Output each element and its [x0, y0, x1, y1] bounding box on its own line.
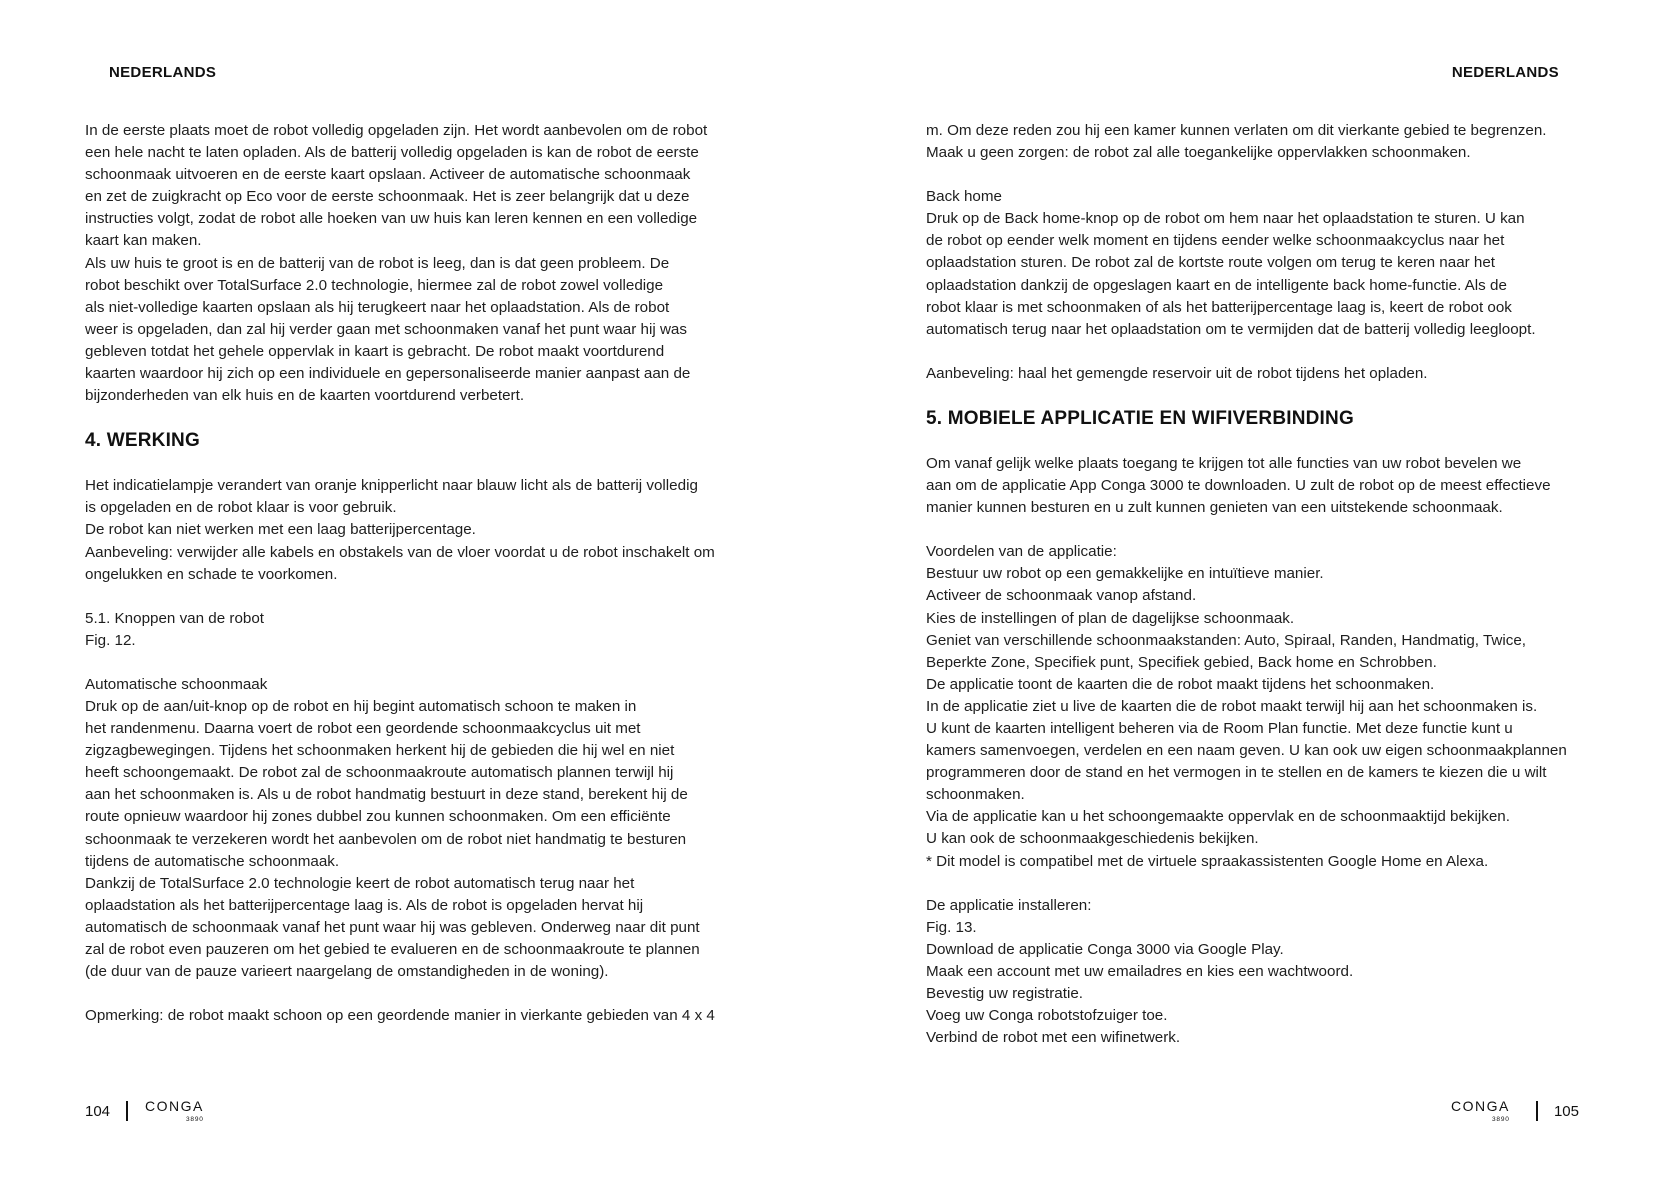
text-line: schoonmaak te verzekeren wordt het aanbevolen om de robot niet handmatig te besturen	[85, 830, 687, 848]
language-label: NEDERLANDS	[1451, 64, 1559, 81]
text-line: Maak u geen zorgen: de robot zal alle toegankelijke oppervlakken schoonmaken.	[926, 144, 1471, 162]
left-footer	[85, 1096, 214, 1126]
right-footer	[1450, 1096, 1579, 1126]
text-line: U kunt de kaarten intelligent beheren via de Room Plan functie. Met deze functie kunt u	[926, 719, 1513, 737]
text-line: In de applicatie ziet u live de kaarten die de robot maakt terwijl hij aan het schoonmaken is.	[926, 697, 1538, 715]
text-line: Aanbeveling: haal het gemengde reservoir uit de robot tijdens het opladen.	[926, 364, 1428, 382]
text-line: kaarten waardoor hij zich op een individuele en gepersonaliseerde manier aanpast aan de	[85, 365, 691, 383]
text-line: Back home	[926, 188, 1002, 206]
text-line: * Dit model is compatibel met de virtuele spraakassistenten Google Home en Alexa.	[926, 852, 1489, 870]
text-line: robot klaar is met schoonmaken of als het batterijpercentage laag is, keert de robot ook	[926, 298, 1512, 316]
text-line: bijzonderheden van elk huis en de kaarten voortdurend verbetert.	[85, 387, 525, 405]
text-line: zigzagbewegingen. Tijdens het schoonmaken herkent hij de gebieden die hij wel en niet	[85, 742, 675, 760]
text-line: Automatische schoonmaak	[85, 675, 268, 693]
text-line: (de duur van de pauze varieert naargelang de omstandigheden in de woning).	[85, 963, 609, 981]
text-line: zal de robot even pauzeren om het gebied te evalueren en de schoonmaakroute te plannen	[85, 941, 700, 958]
text-line: m. Om deze reden zou hij een kamer kunnen verlaten om dit vierkante gebied te begrenzen.	[926, 122, 1547, 139]
text-line: Om vanaf gelijk welke plaats toegang te krijgen tot alle functies van uw robot bevelen we	[926, 454, 1522, 472]
intro-paragraph	[85, 120, 775, 407]
text-line: kamers samenvoegen, verdelen en een naam geven. U kan ook uw eigen schoonmaakplannen	[926, 742, 1567, 760]
text-line: route opnieuw waardoor hij zones dubbel zou kunnen schoonmaken. Om een efficiënte	[85, 808, 671, 826]
page-number: 105	[1553, 1102, 1579, 1120]
text-line: U kan ook de schoonmaakgeschiedenis bekijken.	[926, 830, 1259, 848]
text-line: is opgeladen en de robot klaar is voor gebruik.	[85, 499, 397, 517]
text-line: schoonmaken.	[926, 786, 1025, 804]
footer-divider	[126, 1101, 128, 1121]
remark-paragraph	[85, 1005, 775, 1027]
left-page-body	[85, 120, 775, 1027]
text-line: Voeg uw Conga robotstofzuiger toe.	[926, 1007, 1168, 1025]
text-line: Geniet van verschillende schoonmaakstanden: Auto, Spiraal, Randen, Handmatig, Twice,	[926, 631, 1526, 649]
brand-model: 3890	[186, 1116, 204, 1123]
right-page	[834, 0, 1667, 1191]
text-line: Fig. 12.	[85, 631, 136, 649]
text-line: Druk op de Back home-knop op de robot om hem naar het oplaadstation te sturen. U kan	[926, 210, 1525, 228]
text-line: Dankzij de TotalSurface 2.0 technologie keert de robot automatisch terug naar het	[85, 874, 635, 892]
text-line: instructies volgt, zodat de robot alle hoeken van uw huis kan leren kennen en een volledige	[85, 210, 698, 228]
text-line: Druk op de aan/uit-knop op de robot en hij begint automatisch schoon te maken in	[85, 697, 637, 715]
brand-name: CONGA	[145, 1099, 204, 1114]
conga-logo	[1450, 1099, 1520, 1123]
text-line: oplaadstation sturen. De robot zal de kortste route volgen om terug te keren naar het	[926, 254, 1496, 272]
text-line: Activeer de schoonmaak vanop afstand.	[926, 587, 1197, 605]
text-line: oplaadstation dankzij de opgeslagen kaart en de intelligente back home-functie. Als de	[926, 276, 1507, 294]
text-line: Bestuur uw robot op een gemakkelijke en intuïtieve manier.	[926, 565, 1324, 583]
brand-name: CONGA	[1450, 1099, 1510, 1114]
text-line: De robot kan niet werken met een laag batterijpercentage.	[85, 521, 476, 539]
text-line: Maak een account met uw emailadres en kies een wachtwoord.	[926, 962, 1354, 980]
page-number: 104	[85, 1102, 111, 1120]
text-line: een hele nacht te laten opladen. Als de batterij volledig opgeladen is kan de robot de eerste	[85, 144, 699, 162]
text-line: programmeren door de stand en het vermogen in te stellen en de kamers te kiezen die u wilt	[926, 764, 1547, 782]
automatic-cleaning-paragraph	[85, 674, 775, 983]
text-line: In de eerste plaats moet de robot volledig opgeladen zijn. Het wordt aanbevolen om de robot	[85, 122, 708, 139]
app-intro-paragraph	[926, 453, 1616, 519]
text-line: schoonmaak uitvoeren en de eerste kaart opslaan. Activeer de automatische schoonmaak	[85, 166, 691, 184]
text-line: tijdens de automatische schoonmaak.	[85, 852, 340, 870]
text-line: kaart kan maken.	[85, 232, 202, 250]
text-line: als niet-volledige kaarten opslaan als hij terugkeert naar het oplaadstation. Als de robot	[85, 298, 670, 316]
text-line: 5.1. Knoppen van de robot	[85, 609, 265, 627]
language-label: NEDERLANDS	[109, 64, 217, 81]
text-line: De applicatie toont de kaarten die de robot maakt tijdens het schoonmaken.	[926, 675, 1435, 693]
recommendation-paragraph	[926, 363, 1616, 385]
left-page	[0, 0, 833, 1191]
text-line: heeft schoongemaakt. De robot zal de schoonmaakroute automatisch plannen terwijl hij	[85, 764, 674, 782]
text-line: manier kunnen besturen en u zult kunnen genieten van een uitstekende schoonmaak.	[926, 499, 1503, 517]
install-paragraph	[926, 895, 1616, 1050]
text-line: gebleven totdat het gehele oppervlak in kaart is gebracht. De robot maakt voortdurend	[85, 342, 665, 360]
text-line: aan het schoonmaken is. Als u de robot handmatig bestuurt in deze stand, berekent hij de	[85, 786, 688, 804]
text-line: Aanbeveling: verwijder alle kabels en obstakels van de vloer voordat u de robot inschakelt om	[85, 543, 715, 561]
continuation-paragraph	[926, 120, 1616, 164]
text-line: weer is opgeladen, dan zal hij verder gaan met schoonmaken vanaf het punt waar hij was	[85, 320, 687, 338]
section-heading-werking: 4. WERKING	[85, 430, 200, 452]
right-page-body	[926, 120, 1616, 1049]
text-line: Kies de instellingen of plan de dagelijkse schoonmaak.	[926, 609, 1295, 627]
text-line: Voordelen van de applicatie:	[926, 543, 1117, 561]
text-line: Via de applicatie kan u het schoongemaakte oppervlak en de schoonmaaktijd bekijken.	[926, 808, 1510, 826]
text-line: aan om de applicatie App Conga 3000 te downloaden. U zult de robot op de meest effectieve	[926, 477, 1551, 495]
text-line: robot beschikt over TotalSurface 2.0 technologie, hiermee zal de robot zowel volledige	[85, 276, 664, 294]
text-line: automatisch de schoonmaak vanaf het punt waar hij was gebleven. Onderweg naar dit punt	[85, 918, 700, 936]
werking-paragraph	[85, 475, 775, 585]
text-line: Als uw huis te groot is en de batterij van de robot is leeg, dan is dat geen probleem. De	[85, 254, 670, 272]
buttons-paragraph	[85, 608, 775, 652]
text-line: Bevestig uw registratie.	[926, 985, 1084, 1002]
conga-logo	[144, 1099, 214, 1123]
text-line: automatisch terug naar het oplaadstation om te vermijden dat de batterij volledig leegloopt.	[926, 320, 1536, 338]
text-line: De applicatie installeren:	[926, 896, 1092, 914]
text-line: Download de applicatie Conga 3000 via Google Play.	[926, 940, 1284, 958]
text-line: oplaadstation als het batterijpercentage laag is. Als de robot is opgeladen hervat hij	[85, 896, 644, 914]
text-line: Beperkte Zone, Specifiek punt, Specifiek gebied, Back home en Schrobben.	[926, 653, 1437, 671]
text-line: het randenmenu. Daarna voert de robot een geordende schoonmaakcyclus uit met	[85, 720, 641, 738]
section-heading-app: 5. MOBIELE APPLICATIE EN WIFIVERBINDING	[926, 407, 1354, 429]
text-line: Verbind de robot met een wifinetwerk.	[926, 1029, 1181, 1047]
brand-model: 3890	[1491, 1116, 1510, 1123]
text-line: Opmerking: de robot maakt schoon op een geordende manier in vierkante gebieden van 4 x 4	[85, 1007, 715, 1025]
text-line: Fig. 13.	[926, 918, 977, 936]
text-line: en zet de zuigkracht op Eco voor de eerste schoonmaak. Het is zeer belangrijk dat u deze	[85, 188, 690, 206]
text-line: Het indicatielampje verandert van oranje knipperlicht naar blauw licht als de batterij volledig	[85, 477, 698, 495]
text-line: ongelukken en schade te voorkomen.	[85, 565, 338, 583]
text-line: de robot op eender welk moment en tijdens eender welke schoonmaakcyclus naar het	[926, 232, 1505, 250]
back-home-paragraph	[926, 186, 1616, 341]
footer-divider	[1536, 1101, 1538, 1121]
advantages-paragraph	[926, 541, 1616, 872]
